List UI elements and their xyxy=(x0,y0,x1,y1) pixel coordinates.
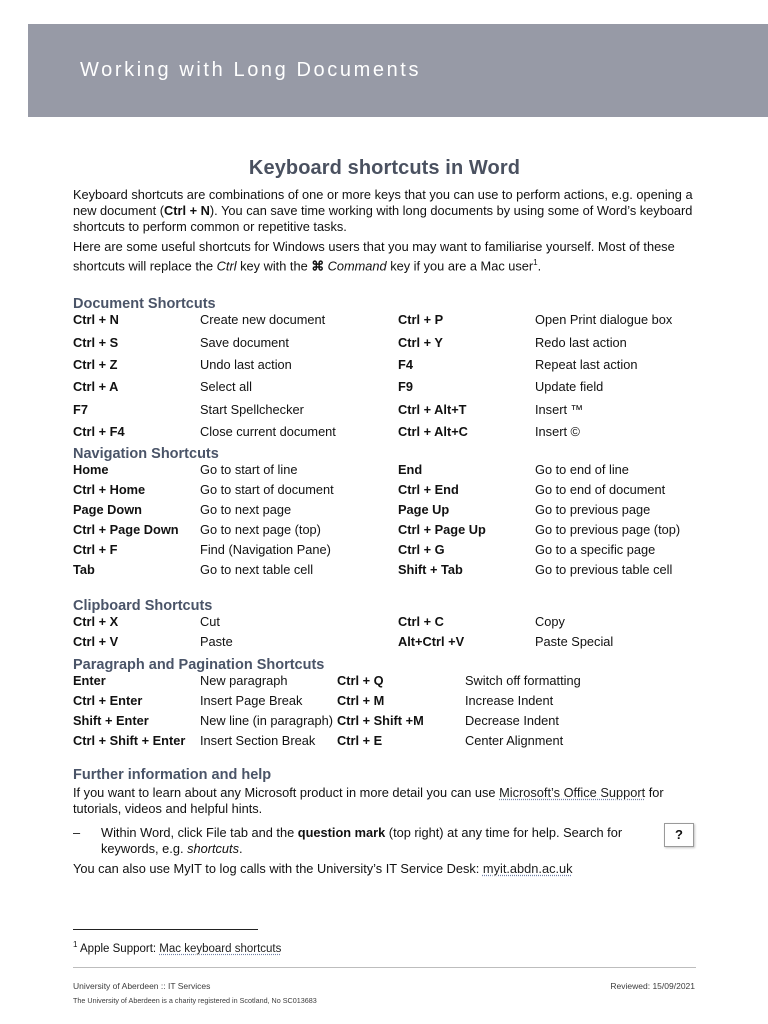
shortcut-action: Cut xyxy=(200,613,220,629)
shortcut-row xyxy=(73,402,696,424)
paragraph-shortcuts-table xyxy=(73,673,696,753)
shortcut-row xyxy=(73,424,696,446)
shortcut-action: Close current document xyxy=(200,424,336,440)
bullet-dash: – xyxy=(73,824,81,840)
shortcut-row xyxy=(73,693,696,713)
navigation-shortcuts-table xyxy=(73,462,696,582)
footnote xyxy=(73,940,281,955)
further-info-heading: Further information and help xyxy=(73,766,272,783)
shortcut-row xyxy=(73,312,696,334)
shortcut-action: Create new document xyxy=(200,312,326,328)
footer-divider xyxy=(73,967,696,968)
intro-ctrl: Ctrl xyxy=(216,258,237,274)
shortcut-key: Ctrl + Alt+T xyxy=(398,401,467,417)
document-shortcuts-heading: Document Shortcuts xyxy=(73,296,216,313)
shortcut-action: Insert Page Break xyxy=(200,692,303,708)
bullet-italic: shortcuts xyxy=(187,840,239,856)
shortcut-action: Undo last action xyxy=(200,357,292,373)
intro-key: Ctrl + N xyxy=(164,203,210,218)
shortcut-row xyxy=(73,673,696,693)
shortcut-key: Ctrl + N xyxy=(73,312,119,328)
shortcut-key: Ctrl + V xyxy=(73,633,119,649)
shortcut-key: Ctrl + End xyxy=(398,481,459,497)
shortcut-action: Go to start of line xyxy=(200,461,298,477)
shortcut-action: Update field xyxy=(535,379,604,395)
command-icon: ⌘ xyxy=(311,258,325,274)
shortcut-key: Ctrl + Y xyxy=(398,334,443,350)
clipboard-shortcuts-table xyxy=(73,614,696,654)
shortcut-action: Increase Indent xyxy=(465,692,554,708)
bullet-bold: question mark xyxy=(297,824,386,840)
footer-left: University of Aberdeen :: IT Services xyxy=(73,981,211,991)
shortcut-action: Paste Special xyxy=(535,633,614,649)
shortcut-row xyxy=(73,562,696,582)
shortcut-key: Ctrl + C xyxy=(398,613,444,629)
shortcut-key: Alt+Ctrl +V xyxy=(398,633,465,649)
intro-text: key with the xyxy=(236,258,312,274)
bullet-text-part: Within Word, click File tab and the xyxy=(101,824,298,840)
shortcut-action: Paste xyxy=(200,633,233,649)
shortcut-key: F7 xyxy=(73,401,88,417)
mac-shortcuts-link[interactable]: Mac keyboard shortcuts xyxy=(159,942,282,955)
bullet-text xyxy=(101,825,646,857)
help-bullet xyxy=(73,825,696,857)
navigation-shortcuts-heading: Navigation Shortcuts xyxy=(73,445,219,462)
intro-paragraph-2 xyxy=(73,239,696,274)
page-title: Keyboard shortcuts in Word xyxy=(248,157,521,179)
shortcut-key: Ctrl + E xyxy=(337,732,383,748)
shortcut-row xyxy=(73,462,696,482)
header-banner xyxy=(28,24,768,117)
shortcut-key: Ctrl + S xyxy=(73,334,119,350)
footer-charity: The University of Aberdeen is a charity registered in Scotland, No SC013683 xyxy=(73,996,317,1005)
shortcut-action: Go to end of document xyxy=(535,481,666,497)
shortcut-key: Ctrl + F4 xyxy=(73,424,125,440)
further-text: If you want to learn about any Microsoft product in more detail you can use xyxy=(73,784,500,800)
shortcut-key: Ctrl + Home xyxy=(73,481,146,497)
intro-text: Keyboard shortcuts are combinations of one or more keys that you can use to perform actions, e.g. opening a new document ( xyxy=(73,187,693,218)
shortcut-key: Ctrl + Alt+C xyxy=(398,424,468,440)
shortcut-action: Save document xyxy=(200,334,289,350)
shortcut-action: Go to next page (top) xyxy=(200,521,321,537)
shortcut-key: Ctrl + Page Down xyxy=(73,521,179,537)
shortcut-action: Go to previous table cell xyxy=(535,561,673,577)
header-title: Working with Long Documents xyxy=(80,59,422,81)
shortcut-action: Switch off formatting xyxy=(465,672,581,688)
intro-paragraph-1 xyxy=(73,187,696,235)
footnote-label: Apple Support: xyxy=(77,942,160,955)
clipboard-shortcuts-heading: Clipboard Shortcuts xyxy=(73,597,213,614)
shortcut-row xyxy=(73,335,696,357)
shortcut-key: Ctrl + Shift +M xyxy=(337,712,424,728)
shortcut-action: Go to previous page (top) xyxy=(535,521,681,537)
shortcut-key: Page Down xyxy=(73,501,142,517)
footnote-number: 1 xyxy=(73,940,78,949)
myit-link[interactable]: myit.abdn.ac.uk xyxy=(482,860,573,876)
shortcut-action: Insert ™ xyxy=(535,401,584,417)
shortcut-action: Find (Navigation Pane) xyxy=(200,541,331,557)
shortcut-action: Center Alignment xyxy=(465,732,564,748)
shortcut-action: Go to next table cell xyxy=(200,561,314,577)
further-paragraph-2 xyxy=(73,861,696,877)
shortcut-key: Ctrl + G xyxy=(398,541,445,557)
shortcut-key: Tab xyxy=(73,561,95,577)
shortcut-action: Go to previous page xyxy=(535,501,651,517)
shortcut-row xyxy=(73,522,696,542)
intro-text: Here are some useful shortcuts for Windows users that you may want to familiarise yourself. Most of these shortcuts will replace the xyxy=(73,239,675,274)
shortcut-row xyxy=(73,713,696,733)
shortcut-row xyxy=(73,379,696,401)
shortcut-key: Shift + Enter xyxy=(73,712,149,728)
shortcut-key: Home xyxy=(73,461,109,477)
shortcut-key: Ctrl + P xyxy=(398,312,444,328)
further-text: You can also use MyIT to log calls with the University’s IT Service Desk: xyxy=(73,860,483,876)
shortcut-key: Ctrl + Z xyxy=(73,357,118,373)
shortcut-key: Ctrl + F xyxy=(73,541,118,557)
shortcut-action: Select all xyxy=(200,379,252,395)
shortcut-action: Insert © xyxy=(535,424,580,440)
shortcut-key: F4 xyxy=(398,357,413,373)
shortcut-row xyxy=(73,733,696,753)
shortcut-action: New line (in paragraph) xyxy=(200,712,334,728)
shortcut-action: Copy xyxy=(535,613,565,629)
paragraph-shortcuts-heading: Paragraph and Pagination Shortcuts xyxy=(73,656,325,673)
shortcut-action: Redo last action xyxy=(535,334,627,350)
document-shortcuts-table xyxy=(73,312,696,446)
bullet-text-part: (top right) at any time for help. Search for keywords, e.g. xyxy=(101,824,623,856)
intro-text: ). You can save time working with long documents by using some of Word’s keyboard shortcuts to perform common or repetitive tasks. xyxy=(73,203,693,234)
intro-text: . xyxy=(537,258,542,274)
bullet-text-part: . xyxy=(238,840,243,856)
footer-reviewed: Reviewed: 15/09/2021 xyxy=(610,981,695,991)
shortcut-action: Decrease Indent xyxy=(465,712,559,728)
shortcut-key: Ctrl + Page Up xyxy=(398,521,486,537)
office-support-link[interactable]: Microsoft’s Office Support xyxy=(499,784,646,800)
footnote-reference[interactable]: 1 xyxy=(533,258,538,267)
shortcut-action: New paragraph xyxy=(200,672,288,688)
further-text: for tutorials, videos and helpful hints. xyxy=(73,784,664,816)
shortcut-row xyxy=(73,502,696,522)
shortcut-row xyxy=(73,357,696,379)
question-mark-icon: ? xyxy=(664,823,694,847)
shortcut-key: Ctrl + A xyxy=(73,379,119,395)
shortcut-action: Go to start of document xyxy=(200,481,334,497)
shortcut-key: Page Up xyxy=(398,501,450,517)
shortcut-action: Insert Section Break xyxy=(200,732,316,748)
shortcut-key: Ctrl + Q xyxy=(337,672,384,688)
shortcut-row xyxy=(73,614,696,634)
shortcut-action: Open Print dialogue box xyxy=(535,312,673,328)
shortcut-key: Enter xyxy=(73,672,106,688)
shortcut-action: Go to next page xyxy=(200,501,292,517)
shortcut-key: End xyxy=(398,461,423,477)
shortcut-key: Ctrl + M xyxy=(337,692,385,708)
intro-text: key if you are a Mac user xyxy=(386,258,534,274)
shortcut-row xyxy=(73,634,696,654)
shortcut-key: Ctrl + X xyxy=(73,613,119,629)
footnote-separator xyxy=(73,929,258,930)
intro-command: Command xyxy=(327,258,387,274)
shortcut-key: Shift + Tab xyxy=(398,561,463,577)
shortcut-row xyxy=(73,542,696,562)
shortcut-key: F9 xyxy=(398,379,413,395)
shortcut-row xyxy=(73,482,696,502)
document-body xyxy=(73,150,696,881)
shortcut-key: Ctrl + Enter xyxy=(73,692,143,708)
shortcut-action: Repeat last action xyxy=(535,357,638,373)
shortcut-action: Go to end of line xyxy=(535,461,629,477)
shortcut-key: Ctrl + Shift + Enter xyxy=(73,732,186,748)
shortcut-action: Start Spellchecker xyxy=(200,401,304,417)
shortcut-action: Go to a specific page xyxy=(535,541,656,557)
further-paragraph-1 xyxy=(73,785,696,817)
